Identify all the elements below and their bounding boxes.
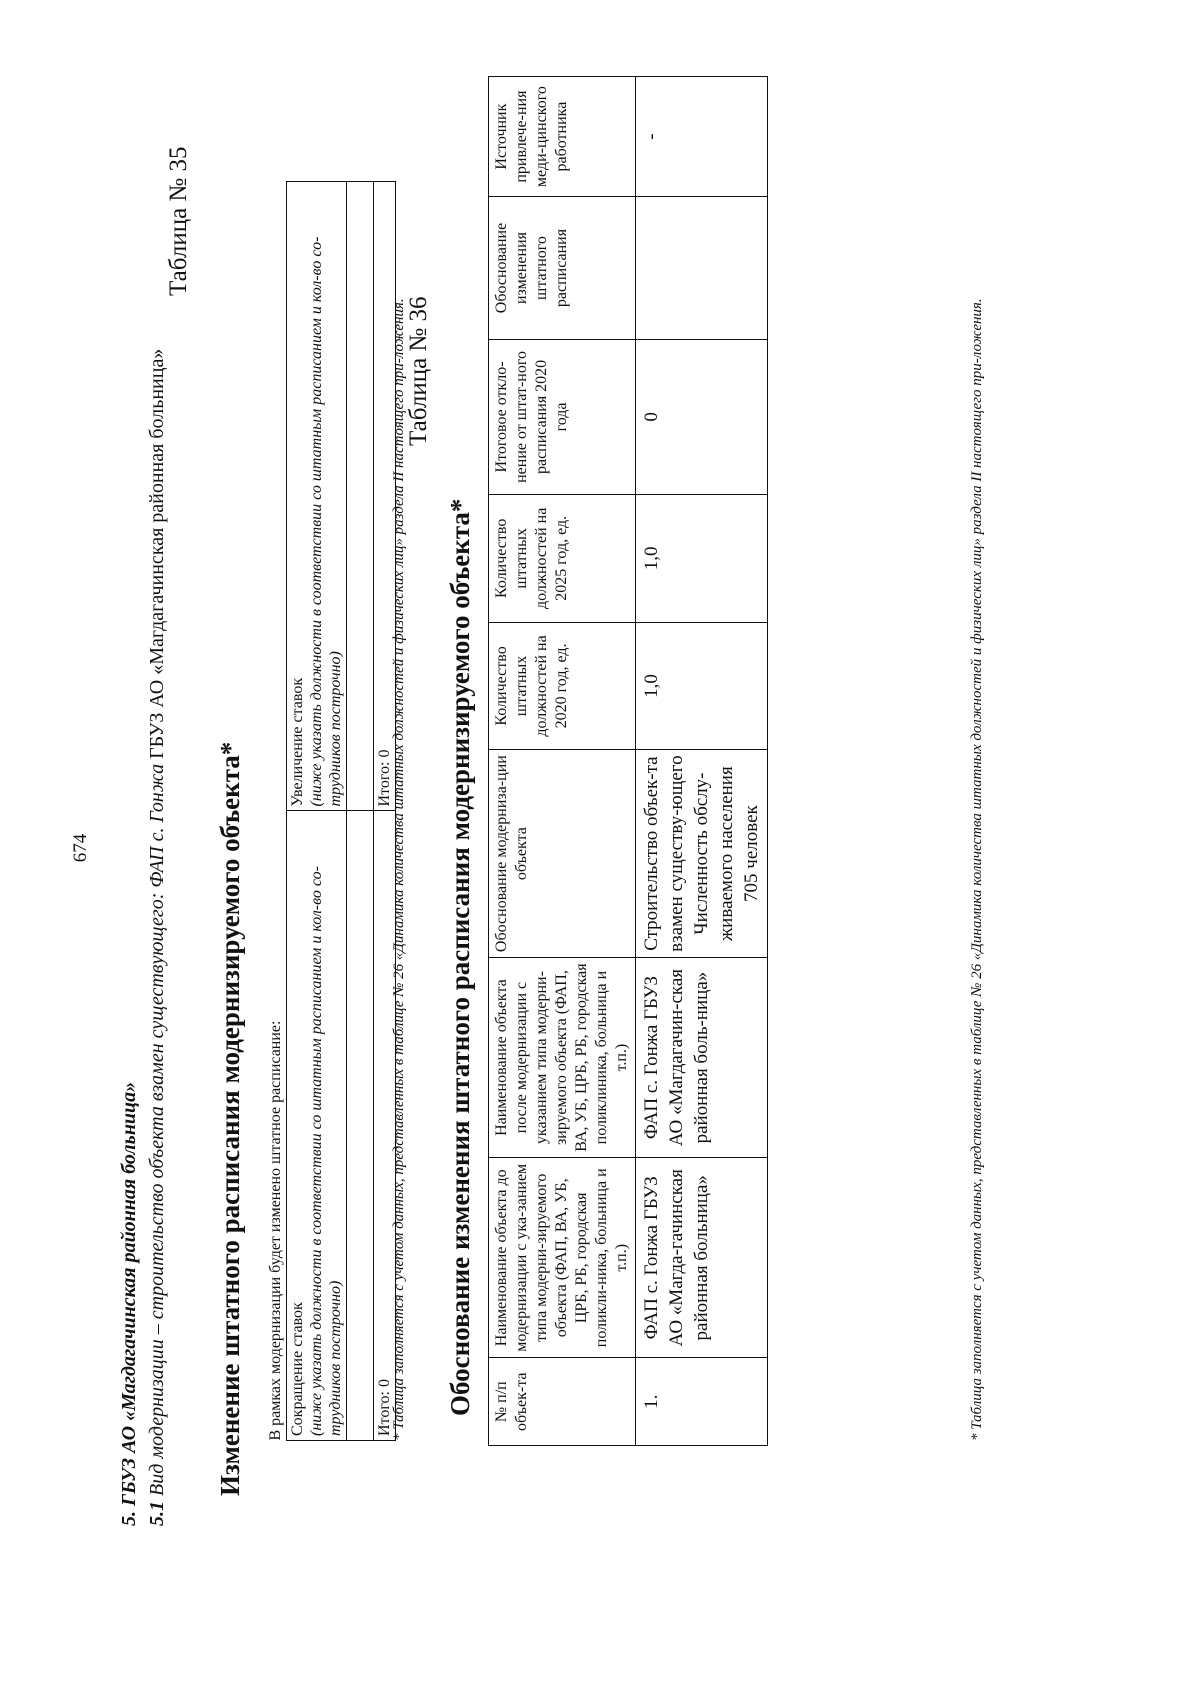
- decrease-cell: [287, 811, 347, 1441]
- table-intro: В рамках модернизации будет изменено штатное расписание:: [265, 182, 287, 1441]
- total-left: Итого: 0: [374, 811, 396, 1441]
- empty-cell: [347, 182, 374, 812]
- increase-header: Увеличение ставок: [289, 677, 306, 807]
- section-heading: 5. ГБУЗ АО «Магдагачинская районная больница»: [118, 1081, 140, 1526]
- table-36-title: Обоснование изменения штатного расписания модернизируемого объекта*: [445, 498, 475, 1416]
- subsection-type: Вид модернизации – строительство объекта взамен существующего:: [146, 892, 168, 1496]
- table-header-row: [489, 77, 636, 1446]
- cell-deviation: 0: [636, 339, 768, 494]
- cell-staff-2020: 1,0: [636, 622, 768, 750]
- cell-change-reason: [636, 197, 768, 340]
- header-cell: Источник привлече-ния меди-цинского работника: [489, 77, 636, 197]
- decrease-header: Сокращение ставок: [289, 1302, 306, 1436]
- table-row: [636, 77, 768, 1446]
- cell-justification: [636, 750, 768, 958]
- subsection-hospital: ГБУЗ АО «Магдагачинская районная больница»: [146, 348, 168, 759]
- header-cell: Количество штатных должностей на 2020 год, ед.: [489, 622, 636, 750]
- header-cell: Обоснование модерниза-ции объекта: [489, 750, 636, 958]
- cell-number: 1.: [636, 1358, 768, 1446]
- cell-object-before: ФАП с. Гонжа ГБУЗ АО «Магда-гачинская районная больница»: [636, 1158, 768, 1358]
- header-cell: Количество штатных должностей на 2025 год, ед.: [489, 495, 636, 623]
- table-35-caption: Таблица № 35: [165, 146, 192, 296]
- cell-staff-2025: 1,0: [636, 495, 768, 623]
- increase-note: (ниже указать должности в соответствии со штатным расписанием и кол-во со-трудников построчно): [308, 236, 344, 807]
- staff-change-table: [265, 181, 396, 1441]
- subsection-number: 5.1: [146, 1501, 168, 1526]
- page-number: 674: [70, 833, 91, 863]
- header-cell: Наименование объекта до модернизации с ука-занием типа модерни-зируемого объекта (ФАП, ВА, УБ, ЦРБ, РБ, городская поликли-ника, больница и т.п.): [489, 1158, 636, 1358]
- justification-line: Строительство объек-та взамен существу-ющего: [641, 755, 687, 952]
- justification-table: [488, 76, 768, 1446]
- table-35-footnote: * Таблица заполняется с учетом данных, представленных в таблице № 26 «Динамика количества штатных должностей и физических лиц» раздела II настоящего при-ложения.: [391, 298, 407, 1441]
- total-right: Итого: 0: [374, 182, 396, 812]
- header-cell: Итоговое откло-нение от штат-ного расписания 2020 года: [489, 339, 636, 494]
- table-36-caption: Таблица № 36: [405, 296, 432, 446]
- table-row: [347, 182, 374, 1441]
- header-cell: № п/п объек-та: [489, 1358, 636, 1446]
- header-cell: Обоснование изменения штатного расписания: [489, 197, 636, 340]
- cell-source: -: [636, 77, 768, 197]
- table-row: [265, 182, 287, 1441]
- table-row: [287, 182, 347, 1441]
- header-cell: Наименование объекта после модернизации с указанием типа модерни-зируемого объекта (ФАП, ВА, УБ, ЦРБ, РБ, городская поликлиника, больница и т.п.): [489, 957, 636, 1157]
- subsection-object: ФАП с. Гонжа: [146, 763, 168, 888]
- decrease-note: (ниже указать должности в соответствии со штатным расписанием и кол-во со-трудников построчно): [308, 866, 344, 1436]
- subsection-line: [146, 349, 169, 1526]
- increase-cell: [287, 182, 347, 812]
- table-35-title: Изменение штатного расписания модернизируемого объекта*: [215, 741, 245, 1496]
- table-36-footnote: * Таблица заполняется с учетом данных, представленных в таблице № 26 «Динамика количества штатных должностей и физических лиц» раздела II настоящего при-ложения.: [969, 298, 985, 1441]
- cell-object-after: ФАП с. Гонжа ГБУЗ АО «Магдагачин-ская районная боль-ница»: [636, 957, 768, 1157]
- justification-line: Численность обслу-живаемого населения 705 человек: [691, 766, 762, 941]
- empty-cell: [347, 811, 374, 1441]
